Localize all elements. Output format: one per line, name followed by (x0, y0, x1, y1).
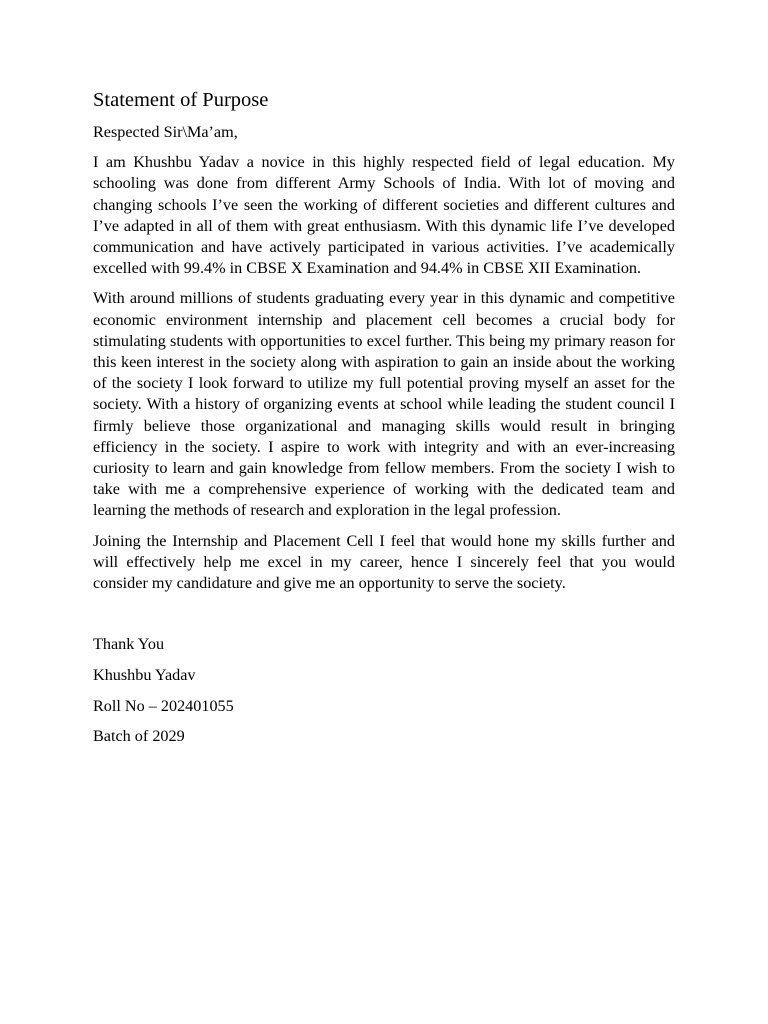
batch-year: Batch of 2029 (93, 727, 185, 746)
closing-block (93, 634, 675, 747)
author-name: Khushbu Yadav (93, 665, 196, 684)
salutation: Respected Sir\Ma’am, (93, 123, 238, 141)
document-title: Statement of Purpose (93, 89, 269, 111)
roll-number: Roll No – 202401055 (93, 696, 234, 715)
document-page (93, 86, 675, 757)
paragraph-conclusion: Joining the Internship and Placement Cell I feel that would hone my skills further and will effectively help me excel in my career, hence I sincerely feel that you would consider my candidature and give me an opportunity to serve the society. (93, 531, 675, 593)
paragraph-motivation: With around millions of students graduating every year in this dynamic and competitive economic environment internship and placement cell becomes a crucial body for stimulating students with opportunities to excel further. This being my primary reason for this keen interest in the society along with aspiration to gain an inside about the working of the society I look forward to utilize my full potential proving myself an asset for the society. With a history of organizing events at school while leading the student council I firmly believe those organizational and managing skills would result in bringing efficiency in the society. I aspire to work with integrity and with an ever-increasing curiosity to learn and gain knowledge from fellow members. From the society I wish to take with me a comprehensive experience of working with the dedicated team and learning the methods of research and exploration in the legal profession. (93, 289, 675, 520)
paragraph-intro: I am Khushbu Yadav a novice in this highly respected field of legal education. My schooling was done from different Army Schools of India. With lot of moving and changing schools I’ve seen the working of different societies and different cultures and I’ve adapted in all of them with great enthusiasm. With this dynamic life I’ve developed communication and have actively participated in various activities. I’ve academically excelled with 99.4% in CBSE X Examination and 94.4% in CBSE XII Examination. (93, 153, 675, 278)
closing-thanks: Thank You (93, 635, 165, 654)
